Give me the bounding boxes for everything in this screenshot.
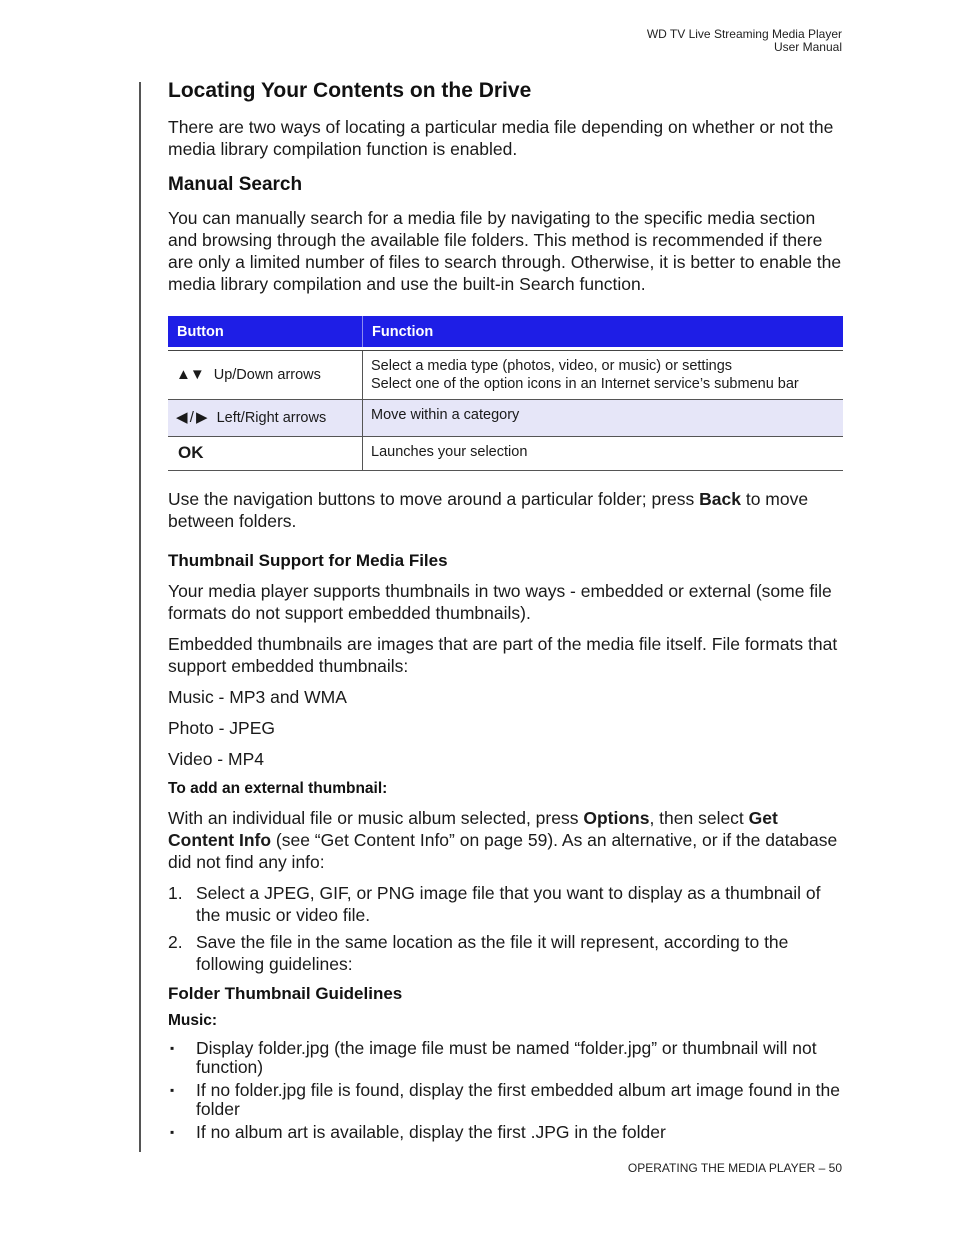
function-cell xyxy=(363,437,844,471)
step-text: Save the file in the same location as the file it will represent, according to the following guidelines: xyxy=(196,932,789,974)
ext-text: , then select xyxy=(649,808,749,828)
ext-text: With an individual file or music album selected, press xyxy=(168,808,584,828)
steps-list xyxy=(168,882,843,975)
intro-paragraph: There are two ways of locating a particular media file depending on whether or not the media library compilation function is enabled. xyxy=(168,117,834,159)
left-right-arrows-icon: ◀ / ▶ xyxy=(176,409,207,426)
page-footer: OPERATING THE MEDIA PLAYER – 50 xyxy=(627,1161,842,1175)
list-item xyxy=(168,931,843,975)
function-line: Select a media type (photos, video, or music) or settings xyxy=(371,358,733,374)
table-row xyxy=(168,351,843,400)
ext-text: (see “Get Content Info” on page 59). As an alternative, or if the database did not find any info: xyxy=(168,830,838,872)
format-line: Photo - JPEG xyxy=(168,718,275,738)
button-label: Up/Down arrows xyxy=(213,367,321,383)
button-cell xyxy=(168,400,363,437)
ok-button-label: OK xyxy=(178,443,204,462)
external-paragraph xyxy=(168,807,843,873)
thumbnail-paragraph-1: Your media player supports thumbnails in two ways - embedded or external (some file formats do not support embedded thumbnails). xyxy=(168,581,832,623)
table-header-function: Function xyxy=(363,316,844,347)
page-content xyxy=(168,78,843,1146)
function-cell xyxy=(363,400,844,437)
list-item xyxy=(168,1123,843,1142)
button-cell xyxy=(168,351,363,400)
options-term: Options xyxy=(583,808,650,828)
get-content-info-term: Get Content Info xyxy=(168,808,778,850)
table-row xyxy=(168,400,843,437)
format-line: Music - MP3 and WMA xyxy=(168,687,347,707)
function-line: Move within a category xyxy=(371,407,520,423)
manual-search-heading: Manual Search xyxy=(168,174,303,195)
bullet-text: If no album art is available, display the first .JPG in the folder xyxy=(196,1122,666,1142)
step-text: Select a JPEG, GIF, or PNG image file that you want to display as a thumbnail of the music or video file. xyxy=(196,883,821,925)
list-item xyxy=(168,1081,843,1119)
button-label: Left/Right arrows xyxy=(216,410,327,426)
function-line: Launches your selection xyxy=(371,444,528,460)
nav-text: Use the navigation buttons to move around a particular folder; press xyxy=(168,489,700,509)
margin-rule xyxy=(139,82,141,1152)
format-line: Video - MP4 xyxy=(168,749,264,769)
navigation-paragraph xyxy=(168,488,843,532)
function-cell xyxy=(363,351,844,400)
list-item xyxy=(168,882,843,926)
manual-search-paragraph: You can manually search for a media file by navigating to the specific media section and browsing through the available file folders. This method is recommended if there are only a limited number of files to search through. Otherwise, it is better to enable the media library compilation and use the built-in Search function. xyxy=(168,208,842,294)
table-header-button: Button xyxy=(168,316,363,347)
folder-thumbnail-heading: Folder Thumbnail Guidelines xyxy=(168,984,403,1003)
function-line: Select one of the option icons in an Internet service’s submenu bar xyxy=(371,376,799,392)
music-guidelines-list xyxy=(168,1039,843,1142)
table-row xyxy=(168,437,843,471)
header-product: WD TV Live Streaming Media Player xyxy=(646,27,842,41)
bullet-text: If no folder.jpg file is found, display the first embedded album art image found in the folder xyxy=(196,1080,840,1119)
bullet-icon: ▪ xyxy=(170,1083,175,1097)
table-header-row xyxy=(168,316,843,347)
thumbnail-paragraph-2: Embedded thumbnails are images that are part of the media file itself. File formats that support embedded thumbnails: xyxy=(168,634,838,676)
up-down-arrows-icon: ▲▼ xyxy=(176,366,204,383)
section-title: Locating Your Contents on the Drive xyxy=(168,79,532,102)
nav-text: to move between folders. xyxy=(168,489,809,531)
bullet-text: Display folder.jpg (the image file must be named “folder.jpg” or thumbnail will not function) xyxy=(196,1038,817,1077)
header-doc-type: User Manual xyxy=(773,40,842,54)
back-term: Back xyxy=(699,489,741,509)
button-function-table xyxy=(168,316,843,471)
step-number: 1. xyxy=(168,883,183,903)
thumbnail-heading: Thumbnail Support for Media Files xyxy=(168,551,448,570)
bullet-icon: ▪ xyxy=(170,1041,175,1055)
step-number: 2. xyxy=(168,932,183,952)
list-item xyxy=(168,1039,843,1077)
button-cell xyxy=(168,437,363,471)
music-label: Music: xyxy=(168,1012,218,1029)
bullet-icon: ▪ xyxy=(170,1125,175,1139)
external-thumbnail-heading: To add an external thumbnail: xyxy=(168,780,388,797)
running-header xyxy=(647,28,842,54)
